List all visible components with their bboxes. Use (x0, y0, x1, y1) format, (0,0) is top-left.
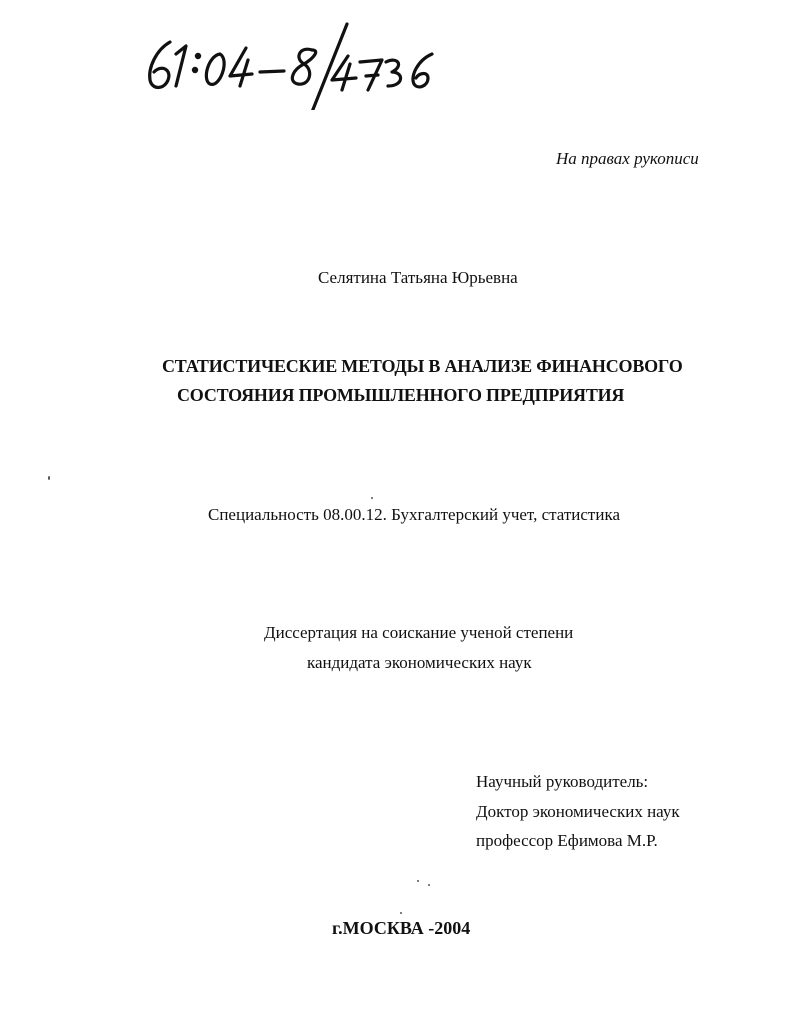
scan-speck (371, 497, 373, 499)
scan-speck (400, 912, 402, 914)
dissertation-title-line-1: СТАТИСТИЧЕСКИЕ МЕТОДЫ В АНАЛИЗЕ ФИНАНСОВОГО (162, 356, 683, 376)
handwriting-icon (142, 20, 452, 110)
handwritten-archive-number (142, 20, 452, 110)
dissertation-title-line-2: СОСТОЯНИЯ ПРОМЫШЛЕННОГО ПРЕДПРИЯТИЯ (177, 385, 625, 405)
rights-notice: На правах рукописи (556, 149, 699, 168)
author-name: Селятина Татьяна Юрьевна (318, 268, 518, 287)
scan-speck (428, 884, 430, 886)
degree-statement-line-1: Диссертация на соискание ученой степени (264, 623, 574, 642)
city-year: г.МОСКВА -2004 (332, 918, 471, 938)
specialty: Специальность 08.00.12. Бухгалтерский учет, статистика (208, 505, 621, 524)
supervisor-degree: Доктор экономических наук (476, 802, 680, 821)
degree-statement-line-2: кандидата экономических наук (307, 653, 532, 672)
scan-speck (417, 880, 419, 882)
supervisor-label: Научный руководитель: (476, 772, 649, 791)
scan-speck (48, 476, 50, 480)
supervisor-name: профессор Ефимова М.Р. (476, 831, 658, 850)
